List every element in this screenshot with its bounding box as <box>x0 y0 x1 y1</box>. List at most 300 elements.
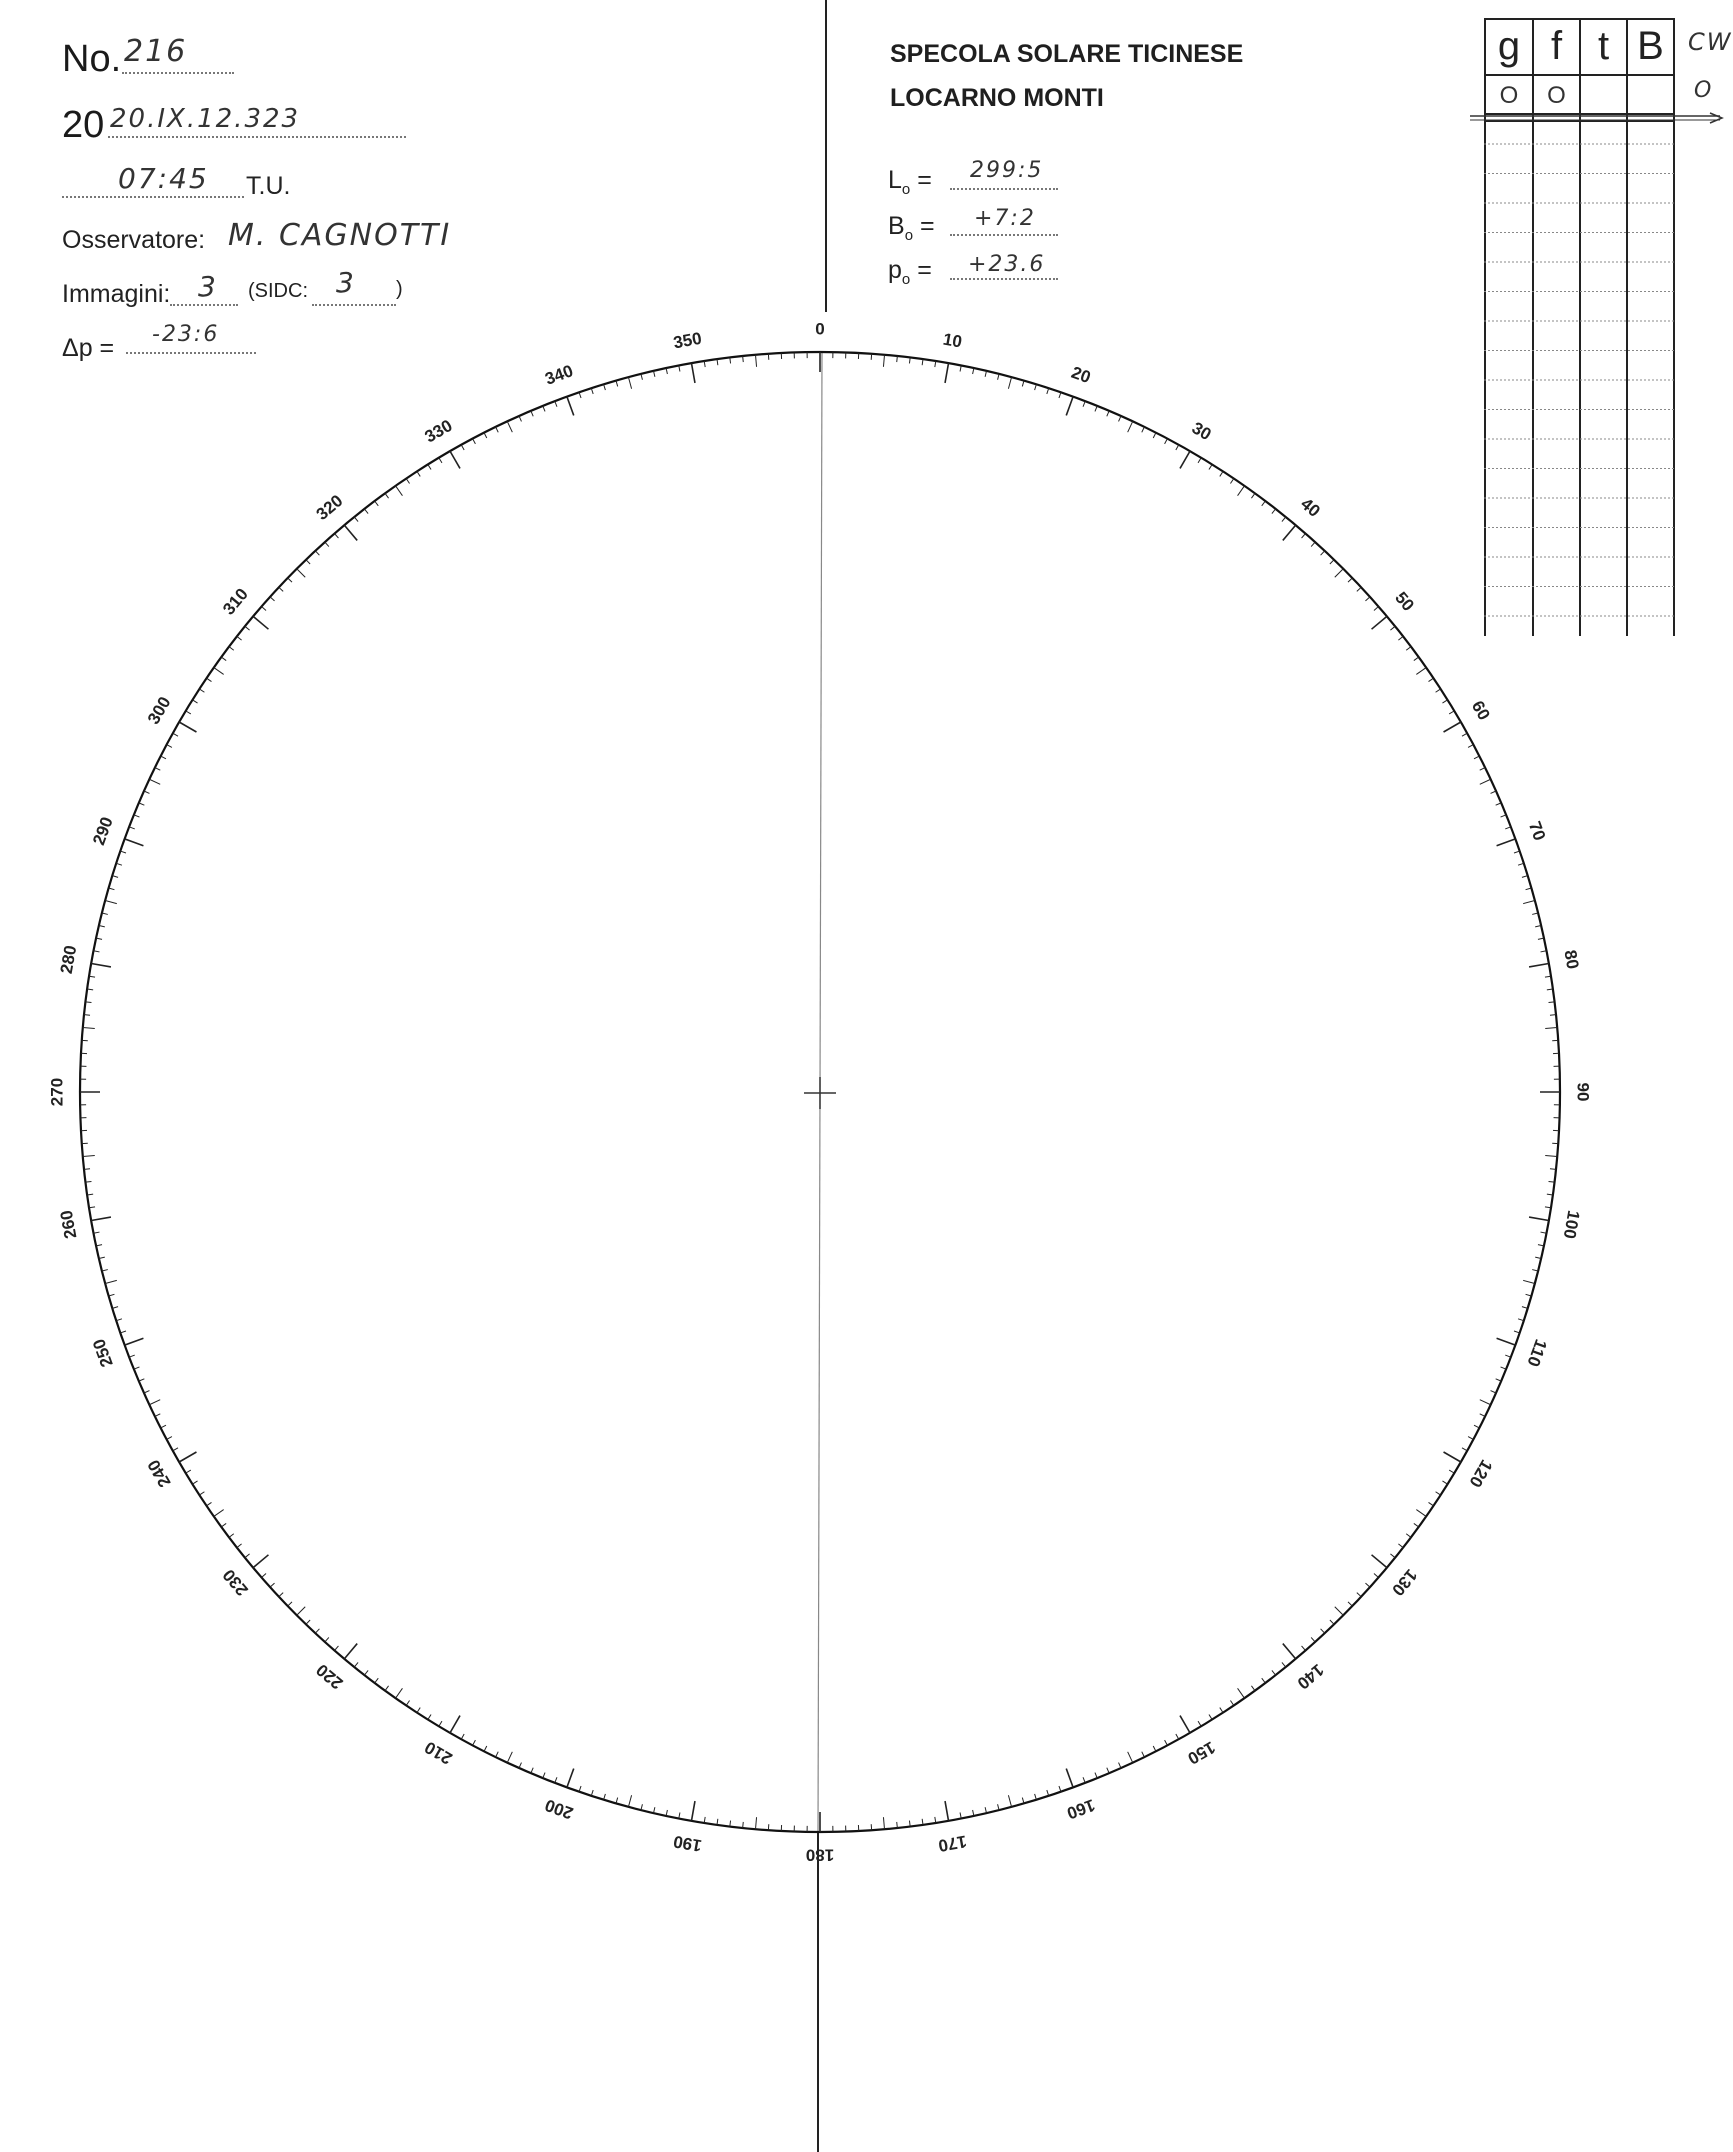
degree-tick <box>125 1338 144 1345</box>
degree-tick <box>406 479 409 484</box>
degree-tick <box>579 1786 581 1792</box>
degree-tick <box>245 1554 250 1558</box>
degree-tick <box>1491 791 1496 793</box>
degree-tick <box>385 493 389 498</box>
degree-tick <box>199 689 204 692</box>
degree-tick <box>591 1790 593 1796</box>
degree-tick <box>998 1804 999 1810</box>
degree-tick <box>1348 578 1352 582</box>
center-cross <box>804 1077 836 1109</box>
degree-tick <box>1321 1629 1325 1633</box>
degree-tick <box>1153 1746 1156 1751</box>
degree-tick <box>628 377 631 389</box>
observatory-location: LOCARNO MONTI <box>890 84 1104 112</box>
degree-tick <box>1066 1769 1073 1788</box>
degree-tick <box>1209 464 1212 469</box>
degree-tick <box>1059 392 1061 398</box>
degree-tick <box>344 1644 357 1659</box>
degree-tick <box>116 1319 122 1321</box>
degree-tick <box>555 1777 557 1783</box>
tally-extra-header: CW <box>1688 28 1733 56</box>
degree-tick <box>1335 1607 1343 1615</box>
degree-tick <box>543 1773 545 1779</box>
degree-tick <box>1398 1544 1403 1548</box>
tally-header-t: t <box>1597 24 1610 68</box>
degree-tick <box>1008 1795 1011 1807</box>
degree-label-50: 50 <box>1391 588 1418 615</box>
degree-tick <box>1444 1452 1461 1462</box>
degree-tick <box>192 700 197 703</box>
degree-tick <box>1545 1155 1557 1156</box>
degree-tick <box>1302 1646 1306 1651</box>
degree-tick <box>297 569 305 577</box>
degree-tick <box>1311 542 1315 546</box>
degree-tick <box>998 374 999 380</box>
degree-tick <box>1474 756 1479 759</box>
degree-tick <box>1480 768 1485 771</box>
degree-tick <box>579 392 581 398</box>
degree-tick <box>883 355 884 367</box>
degree-tick <box>628 1795 631 1807</box>
degree-tick <box>120 1331 126 1333</box>
degree-tick <box>237 1544 242 1548</box>
degree-tick <box>1501 815 1507 817</box>
degree-tick <box>1198 1721 1201 1726</box>
degree-tick <box>134 815 140 817</box>
degree-label-20: 20 <box>1068 362 1094 388</box>
degree-label-40: 40 <box>1297 494 1324 521</box>
degree-tick <box>1406 647 1411 651</box>
degree-label-10: 10 <box>941 329 964 352</box>
degree-tick <box>1518 1319 1524 1321</box>
degree-tick <box>279 587 283 591</box>
degree-tick <box>262 607 267 611</box>
degree-tick <box>654 1807 655 1813</box>
degree-label-310: 310 <box>219 584 252 619</box>
degree-tick <box>1365 597 1369 601</box>
degree-tick <box>1321 551 1325 555</box>
degree-tick <box>325 1637 329 1641</box>
degree-label-270: 270 <box>47 1077 67 1107</box>
degree-label-120: 120 <box>1465 1456 1497 1491</box>
degree-tick <box>1550 1015 1556 1016</box>
degree-tick <box>1251 493 1255 498</box>
degree-tick <box>743 356 744 362</box>
degree-label-280: 280 <box>56 943 81 976</box>
degree-tick <box>531 411 533 417</box>
degree-tick <box>1272 509 1276 514</box>
degree-tick <box>1230 479 1233 484</box>
number-label: No. <box>62 38 122 80</box>
degree-tick <box>1449 711 1454 714</box>
degree-tick <box>641 1804 642 1810</box>
degree-tick <box>1372 616 1387 629</box>
degree-tick <box>253 1555 268 1568</box>
degree-tick <box>1251 1686 1255 1691</box>
degree-tick <box>428 464 431 469</box>
degree-tick <box>129 1355 135 1357</box>
degree-tick <box>692 363 695 383</box>
degree-tick <box>344 525 357 540</box>
degree-tick <box>496 1752 499 1757</box>
degree-tick <box>270 1583 274 1587</box>
degree-tick <box>1474 1425 1479 1428</box>
degree-tick <box>129 827 135 829</box>
degree-tick <box>186 1470 191 1473</box>
degree-tick <box>1442 1481 1447 1484</box>
degree-tick <box>253 616 268 629</box>
number-value: 216 <box>124 34 188 69</box>
time-value: 07:45 <box>118 162 209 195</box>
degree-tick <box>1497 1338 1516 1345</box>
degree-tick <box>1436 689 1441 692</box>
degree-label-190: 190 <box>671 1831 704 1856</box>
degree-label-210: 210 <box>421 1737 456 1769</box>
degree-tick <box>985 371 986 377</box>
degree-tick <box>1372 1555 1387 1568</box>
degree-tick <box>306 560 310 564</box>
degree-tick <box>1496 803 1502 805</box>
degree-tick <box>1302 534 1306 539</box>
degree-tick <box>1449 1470 1454 1473</box>
degree-tick <box>1514 851 1520 853</box>
degree-tick <box>1480 1414 1485 1417</box>
degree-tick <box>179 722 196 732</box>
degree-tick <box>385 1686 389 1691</box>
degree-tick <box>439 1721 442 1726</box>
degree-tick <box>315 1629 319 1633</box>
degree-tick <box>897 1822 898 1828</box>
degree-tick <box>173 733 178 736</box>
degree-tick <box>207 678 212 681</box>
degree-tick <box>1529 1217 1549 1220</box>
degree-tick <box>519 1763 521 1768</box>
degree-tick <box>1535 1257 1541 1258</box>
degree-tick <box>484 433 487 438</box>
degree-tick <box>1532 913 1538 914</box>
degree-tick <box>229 647 234 651</box>
degree-tick <box>1176 445 1179 450</box>
degree-tick <box>1390 1554 1395 1558</box>
degree-label-0: 0 <box>815 319 825 339</box>
degree-label-290: 290 <box>89 814 117 848</box>
degree-tick <box>84 1169 90 1170</box>
delta-p-label: Δp = <box>62 334 115 362</box>
degree-tick <box>116 863 122 865</box>
degree-tick <box>262 1574 267 1578</box>
degree-tick <box>1497 839 1516 846</box>
degree-tick <box>507 1752 512 1763</box>
degree-tick <box>1491 1391 1496 1393</box>
degree-label-250: 250 <box>89 1336 117 1370</box>
l0-label: $L_o$ = <box>888 166 932 198</box>
degree-tick <box>756 355 757 367</box>
degree-label-300: 300 <box>143 693 175 728</box>
degree-tick <box>167 1437 172 1440</box>
degree-tick <box>179 1452 196 1462</box>
degree-tick <box>364 1670 368 1675</box>
degree-tick <box>91 964 111 967</box>
degree-tick <box>1008 377 1011 389</box>
degree-tick <box>1083 401 1085 407</box>
degree-tick <box>139 803 145 805</box>
degree-tick <box>1047 388 1049 394</box>
degree-tick <box>641 374 642 380</box>
degree-tick <box>1119 416 1121 421</box>
degree-tick <box>125 839 144 846</box>
degree-tick <box>396 486 403 496</box>
degree-tick <box>84 1015 90 1016</box>
p0-label: $p_o$ = <box>888 256 932 288</box>
degree-tick <box>1095 406 1097 412</box>
degree-tick <box>1262 1678 1266 1683</box>
degree-tick <box>1128 1752 1133 1763</box>
degree-tick <box>1514 1331 1520 1333</box>
p0-value: +23.6 <box>968 252 1046 277</box>
degree-tick <box>1311 1637 1315 1641</box>
degree-tick <box>1142 427 1145 432</box>
year-prefix: 20 <box>62 104 105 146</box>
degree-tick <box>155 768 160 771</box>
degree-tick <box>1416 1510 1426 1517</box>
degree-tick <box>83 1028 95 1029</box>
degree-tick <box>335 534 339 539</box>
observer-label: Osservatore: <box>62 226 206 254</box>
degree-tick <box>985 1807 986 1813</box>
degree-tick <box>1480 1400 1491 1405</box>
degree-tick <box>756 1817 757 1829</box>
degree-label-110: 110 <box>1523 1336 1551 1370</box>
degree-tick <box>1059 1786 1061 1792</box>
degree-tick <box>406 1701 409 1706</box>
degree-tick <box>91 1217 111 1220</box>
degree-tick <box>1518 863 1524 865</box>
degree-tick <box>1083 1777 1085 1783</box>
degree-tick <box>1220 471 1223 476</box>
degree-tick <box>1501 1367 1507 1369</box>
degree-tick <box>1066 397 1073 416</box>
degree-tick <box>99 1257 105 1258</box>
images-value: 3 <box>198 270 218 303</box>
degree-label-70: 70 <box>1524 818 1550 844</box>
degree-tick <box>1374 607 1379 611</box>
degree-tick <box>473 1740 476 1745</box>
degree-label-90: 90 <box>1573 1082 1593 1102</box>
degree-tick <box>1550 1169 1556 1170</box>
degree-tick <box>1230 1701 1233 1706</box>
b0-label: $B_o$ = <box>888 212 935 244</box>
degree-tick <box>417 471 420 476</box>
degree-tick <box>1180 451 1190 468</box>
degree-tick <box>288 578 292 582</box>
degree-label-170: 170 <box>936 1831 969 1856</box>
degree-tick <box>354 1662 358 1667</box>
degree-tick <box>1119 1763 1121 1768</box>
degree-tick <box>1468 1437 1473 1440</box>
degree-tick <box>1416 668 1426 675</box>
degree-tick <box>1180 1716 1190 1733</box>
degree-tick <box>335 1646 339 1651</box>
degree-tick <box>167 745 172 748</box>
degree-tick <box>1282 517 1286 522</box>
degree-tick <box>897 356 898 362</box>
degree-label-330: 330 <box>421 415 456 447</box>
tally-extra-value: O <box>1694 78 1714 103</box>
degree-tick <box>1272 1670 1276 1675</box>
degree-label-180: 180 <box>805 1845 835 1865</box>
degree-label-80: 80 <box>1560 948 1583 971</box>
degree-tick <box>461 1734 464 1739</box>
degree-tick <box>192 1481 197 1484</box>
degree-tick <box>417 1708 420 1713</box>
degree-tick <box>1436 1492 1441 1495</box>
degree-tick <box>1505 1355 1511 1357</box>
degree-tick <box>461 445 464 450</box>
tally-value-f: O <box>1547 82 1566 109</box>
degree-tick <box>1107 1768 1109 1774</box>
degree-label-100: 100 <box>1559 1208 1584 1241</box>
degree-tick <box>161 1425 166 1428</box>
degree-tick <box>396 1688 403 1698</box>
degree-tick <box>1220 1708 1223 1713</box>
degree-tick <box>1153 433 1156 438</box>
degree-tick <box>1480 779 1491 784</box>
l0-value: 299:5 <box>970 158 1044 183</box>
degree-label-320: 320 <box>312 491 347 524</box>
delta-p-value: -23:6 <box>152 322 220 347</box>
degree-label-240: 240 <box>143 1456 175 1491</box>
degree-tick <box>1444 722 1461 732</box>
degree-tick <box>139 1379 145 1381</box>
degree-tick <box>1414 1523 1419 1527</box>
degree-tick <box>1282 1662 1286 1667</box>
degree-tick <box>186 711 191 714</box>
degree-tick <box>105 1280 117 1283</box>
degree-tick <box>149 779 160 784</box>
degree-tick <box>1523 900 1535 903</box>
degree-tick <box>245 626 250 630</box>
degree-tick <box>428 1714 431 1719</box>
degree-tick <box>229 1534 234 1538</box>
tally-value-g: O <box>1499 82 1519 109</box>
degree-label-230: 230 <box>219 1565 252 1600</box>
degree-tick <box>364 509 368 514</box>
degree-tick <box>270 597 274 601</box>
degree-tick <box>279 1593 283 1597</box>
degree-tick <box>1398 636 1403 640</box>
degree-tick <box>450 451 460 468</box>
degree-tick <box>105 900 117 903</box>
degree-tick <box>1357 1593 1361 1597</box>
degree-tick <box>1406 1534 1411 1538</box>
degree-tick <box>1047 1790 1049 1796</box>
degree-tick <box>1142 1752 1145 1757</box>
degree-tick <box>1414 657 1419 661</box>
degree-tick <box>1442 700 1447 703</box>
degree-tick <box>519 416 521 421</box>
images-label: Immagini: <box>62 280 171 308</box>
degree-tick <box>1262 501 1266 506</box>
degree-tick <box>1545 1028 1557 1029</box>
degree-tick <box>1468 745 1473 748</box>
degree-tick <box>221 657 226 661</box>
time-suffix: T.U. <box>246 172 291 200</box>
degree-tick <box>1523 1280 1535 1283</box>
degree-tick <box>102 1270 108 1271</box>
degree-tick <box>161 756 166 759</box>
degree-label-30: 30 <box>1188 418 1215 445</box>
tally-header-b: B <box>1637 24 1664 68</box>
degree-tick <box>144 791 149 793</box>
degree-tick <box>315 551 319 555</box>
degree-tick <box>484 1746 487 1751</box>
degree-tick <box>99 926 105 927</box>
degree-tick <box>1095 1773 1097 1779</box>
degree-tick <box>199 1492 204 1495</box>
degree-tick <box>654 371 655 377</box>
degree-tick <box>83 1155 95 1156</box>
degree-tick <box>288 1602 292 1606</box>
tally-header-f: f <box>1550 24 1563 68</box>
degree-tick <box>1365 1583 1369 1587</box>
degree-tick <box>1496 1379 1502 1381</box>
degree-tick <box>692 1801 695 1821</box>
degree-tick <box>149 1400 160 1405</box>
degree-label-60: 60 <box>1467 697 1494 724</box>
degree-tick <box>354 517 358 522</box>
degree-label-260: 260 <box>56 1208 81 1241</box>
degree-tick <box>1390 626 1395 630</box>
degree-tick <box>1505 827 1511 829</box>
degree-tick <box>1462 1448 1467 1451</box>
degree-tick <box>567 1769 574 1788</box>
degree-label-200: 200 <box>542 1795 576 1823</box>
degree-tick <box>567 397 574 416</box>
degree-tick <box>1429 678 1434 681</box>
degree-label-350: 350 <box>671 328 704 353</box>
degree-tick <box>450 1716 460 1733</box>
degree-tick <box>134 1367 140 1369</box>
degree-tick <box>555 401 557 407</box>
degree-tick <box>221 1523 226 1527</box>
degree-tick <box>439 458 442 463</box>
degree-tick <box>120 851 126 853</box>
degree-tick <box>543 406 545 412</box>
degree-tick <box>1283 525 1296 540</box>
degree-tick <box>1176 1734 1179 1739</box>
degree-tick <box>945 363 948 383</box>
sidc-close: ) <box>396 278 403 300</box>
degree-tick <box>1209 1714 1212 1719</box>
degree-tick <box>375 501 379 506</box>
degree-tick <box>1529 964 1549 967</box>
degree-tick <box>1462 733 1467 736</box>
degree-tick <box>306 1620 310 1624</box>
b0-value: +7:2 <box>974 206 1036 231</box>
degree-tick <box>1283 1644 1296 1659</box>
degree-label-340: 340 <box>542 361 576 389</box>
degree-tick <box>1348 1602 1352 1606</box>
degree-tick <box>325 542 329 546</box>
degree-tick <box>1128 421 1133 432</box>
observatory-name: SPECOLA SOLARE TICINESE <box>890 40 1244 68</box>
tally-header-g: g <box>1497 24 1521 68</box>
degree-label-160: 160 <box>1064 1795 1098 1823</box>
degree-label-220: 220 <box>312 1660 347 1693</box>
degree-tick <box>1165 439 1168 444</box>
degree-tick <box>591 388 593 394</box>
degree-label-140: 140 <box>1293 1660 1328 1693</box>
